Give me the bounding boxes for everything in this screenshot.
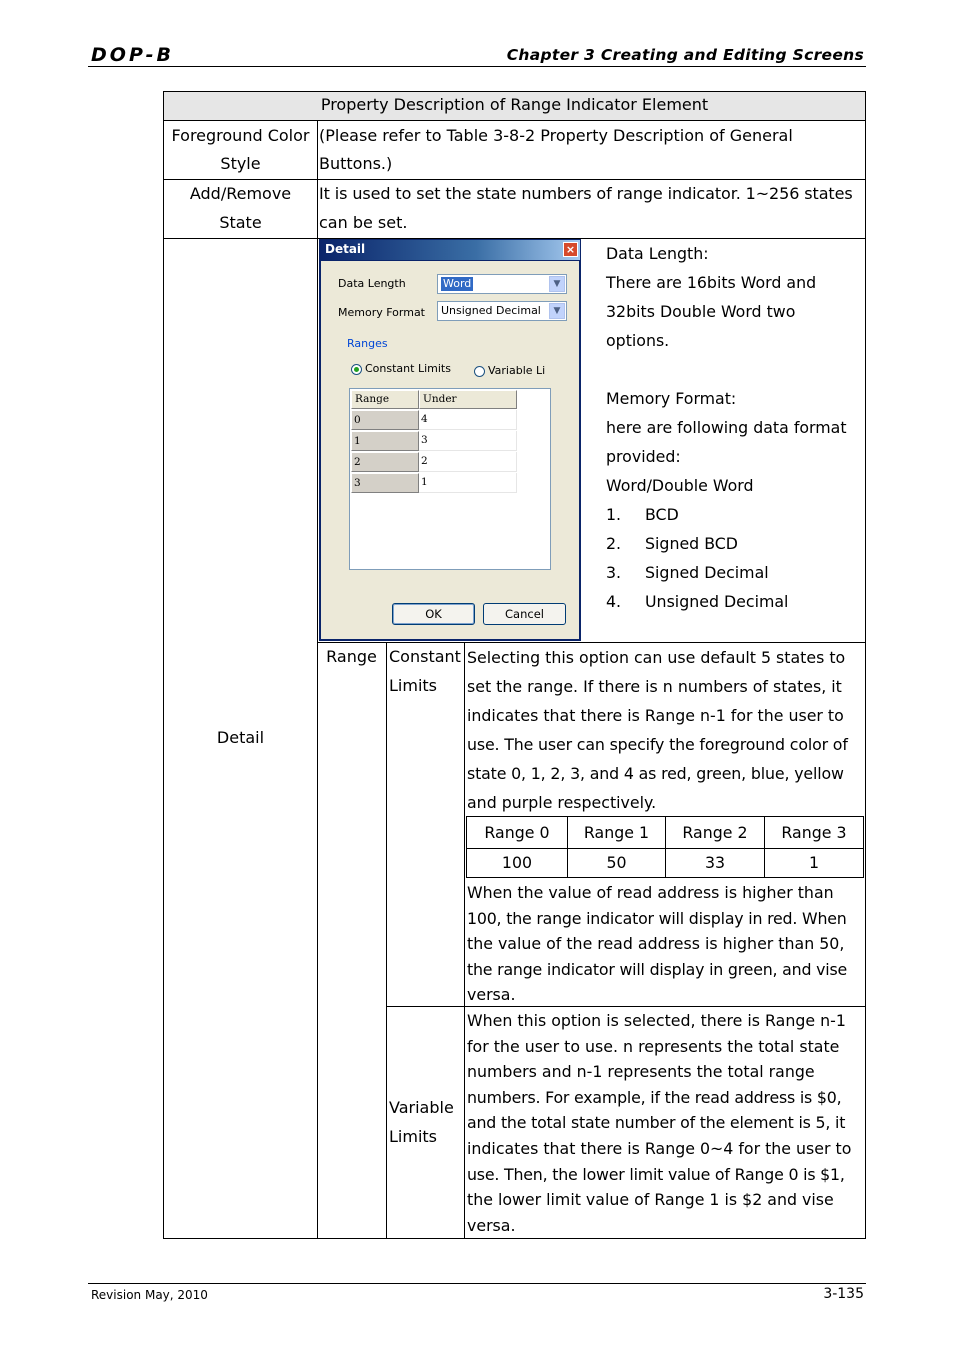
grid-row-under[interactable]: 4 — [419, 410, 517, 430]
constant-after-desc — [467, 880, 865, 1008]
after-line: the range indicator will display in green, and vise — [467, 959, 847, 979]
variable-desc-line: When this option is selected, there is Range n-1 — [467, 1011, 846, 1030]
grid-row-under[interactable]: 1 — [419, 473, 517, 493]
detail-label: Detail — [216, 728, 265, 747]
hline-title-bottom — [163, 120, 866, 121]
vline-right — [865, 91, 866, 1239]
grid-row-under[interactable]: 2 — [419, 452, 517, 472]
range-header-1: Range 1 — [583, 823, 650, 842]
memory-format-value: Unsigned Decimal — [441, 304, 541, 317]
state-desc-line1: It is used to set the state numbers of range indicator. 1~256 states — [319, 184, 853, 203]
range-value-2: 33 — [704, 853, 726, 872]
constant-desc-line: state 0, 1, 2, 3, and 4 as red, green, blue, yellow — [467, 764, 844, 783]
foreground-label-line1: Foreground Color — [171, 126, 310, 145]
variable-limits-radio[interactable] — [474, 366, 485, 377]
variable-desc-line: and the total state number of the element is 5, it — [467, 1113, 846, 1133]
state-label-line1: Add/Remove — [189, 184, 292, 203]
grid-header-under: Under — [419, 390, 517, 409]
grid-row-range[interactable]: 1 — [351, 431, 419, 451]
foreground-desc-line2: Buttons.) — [319, 154, 393, 173]
info-line: Data Length: — [606, 244, 709, 263]
foreground-desc-line1: (Please refer to Table 3-8-2 Property Description of General — [319, 126, 793, 145]
constant-label-line1: Constant — [389, 647, 461, 666]
after-line: versa. — [467, 985, 516, 1005]
constant-desc-line: indicates that there is Range n-1 for the user to — [467, 706, 844, 725]
range-label: Range — [326, 647, 377, 666]
variable-desc-line: for the user to use. n represents the total state — [467, 1036, 840, 1056]
range-value-0: 100 — [501, 853, 533, 872]
variable-desc-line: the lower limit value of Range 1 is $2 and vise — [467, 1190, 834, 1210]
footer-rule — [88, 1283, 866, 1284]
info-line: Word/Double Word — [606, 476, 754, 495]
range-header-2: Range 2 — [682, 823, 748, 842]
grid-row-under[interactable]: 3 — [419, 431, 517, 451]
data-length-select[interactable] — [437, 274, 567, 294]
range-header-3: Range 3 — [781, 823, 847, 842]
grid-row-range[interactable]: 2 — [351, 452, 419, 472]
info-line: There are 16bits Word and — [606, 273, 817, 292]
variable-desc — [467, 1008, 865, 1238]
info-line: here are following data format — [606, 418, 847, 437]
variable-desc-line: use. Then, the lower limit value of Range 0 is $1, — [467, 1164, 845, 1184]
data-length-label: Data Length — [338, 277, 406, 290]
format-text: Unsigned Decimal — [645, 592, 789, 611]
constant-label-line2: Limits — [389, 676, 437, 695]
format-text: Signed BCD — [645, 534, 738, 553]
table-title: Property Description of Range Indicator Element — [320, 95, 709, 114]
format-text: Signed Decimal — [645, 563, 769, 582]
range-value-1: 50 — [606, 853, 627, 872]
page-number: 3-135 — [823, 1286, 864, 1302]
close-icon[interactable]: × — [563, 242, 578, 257]
grid-header-range: Range — [351, 390, 419, 409]
variable-limits-label: Variable Li — [488, 364, 546, 377]
constant-limits-label: Constant Limits — [365, 362, 451, 375]
detail-info — [606, 239, 864, 616]
info-line: options. — [606, 331, 670, 350]
constant-desc-line: and purple respectively. — [467, 793, 657, 812]
after-line: the value of the read address is higher than 50, — [467, 934, 845, 954]
state-desc-line2: can be set. — [319, 213, 408, 232]
state-label-line2: State — [219, 213, 262, 232]
constant-desc-line: set the range. If there is n numbers of states, it — [467, 677, 842, 696]
format-item — [606, 558, 864, 587]
format-num: 4. — [606, 592, 622, 611]
format-text: BCD — [645, 505, 679, 524]
range-table — [466, 816, 864, 878]
cancel-button[interactable]: Cancel — [483, 603, 566, 625]
vline-limits-col — [464, 642, 465, 1239]
constant-limits-radio[interactable] — [351, 364, 362, 375]
grid-row-range[interactable]: 3 — [351, 473, 419, 493]
range-header-0: Range 0 — [484, 823, 550, 842]
revision-text: Revision May, 2010 — [91, 1288, 208, 1302]
info-line-blank — [606, 355, 864, 384]
ranges-group-label: Ranges — [347, 337, 388, 350]
logo-text: DOP-B — [91, 44, 171, 66]
foreground-label-line2: Style — [220, 154, 261, 173]
data-length-value: Word — [443, 277, 472, 290]
after-line: When the value of read address is higher than — [467, 883, 834, 902]
chevron-down-icon[interactable]: ▼ — [549, 303, 565, 319]
ok-button[interactable]: OK — [392, 603, 475, 625]
constant-desc — [467, 643, 865, 817]
format-item — [606, 587, 864, 616]
variable-label-line1: Variable — [389, 1098, 454, 1117]
vline-label-col — [317, 120, 318, 1239]
variable-desc-line: versa. — [467, 1215, 516, 1235]
variable-desc-line: indicates that there is Range 0~4 for the user to — [467, 1138, 852, 1158]
constant-desc-line: Selecting this option can use default 5 states to — [467, 648, 846, 667]
dialog-title: Detail — [325, 242, 366, 256]
grid-row-range[interactable]: 0 — [351, 410, 419, 430]
format-item — [606, 500, 864, 529]
format-item — [606, 529, 864, 558]
chevron-down-icon[interactable]: ▼ — [549, 276, 565, 292]
variable-label-line2: Limits — [389, 1127, 437, 1146]
chapter-title: Chapter 3 Creating and Editing Screens — [506, 46, 864, 64]
memory-format-select[interactable] — [437, 301, 567, 321]
info-line: provided: — [606, 447, 681, 466]
vline-range-col — [386, 642, 387, 1239]
variable-desc-line: numbers and n-1 represents the total range — [467, 1062, 815, 1082]
vline-left — [163, 91, 164, 1239]
variable-desc-line: numbers. For example, if the read address is $0, — [467, 1087, 842, 1107]
format-num: 2. — [606, 534, 622, 553]
format-num: 1. — [606, 505, 622, 524]
format-num: 3. — [606, 563, 622, 582]
constant-desc-line: use. The user can specify the foreground color of — [467, 735, 848, 754]
range-value-3: 1 — [808, 853, 820, 872]
memory-format-label: Memory Format — [338, 306, 425, 319]
info-line: Memory Format: — [606, 389, 737, 408]
after-line: 100, the range indicator will display in red. When — [467, 908, 847, 928]
info-line: 32bits Double Word two — [606, 302, 796, 321]
